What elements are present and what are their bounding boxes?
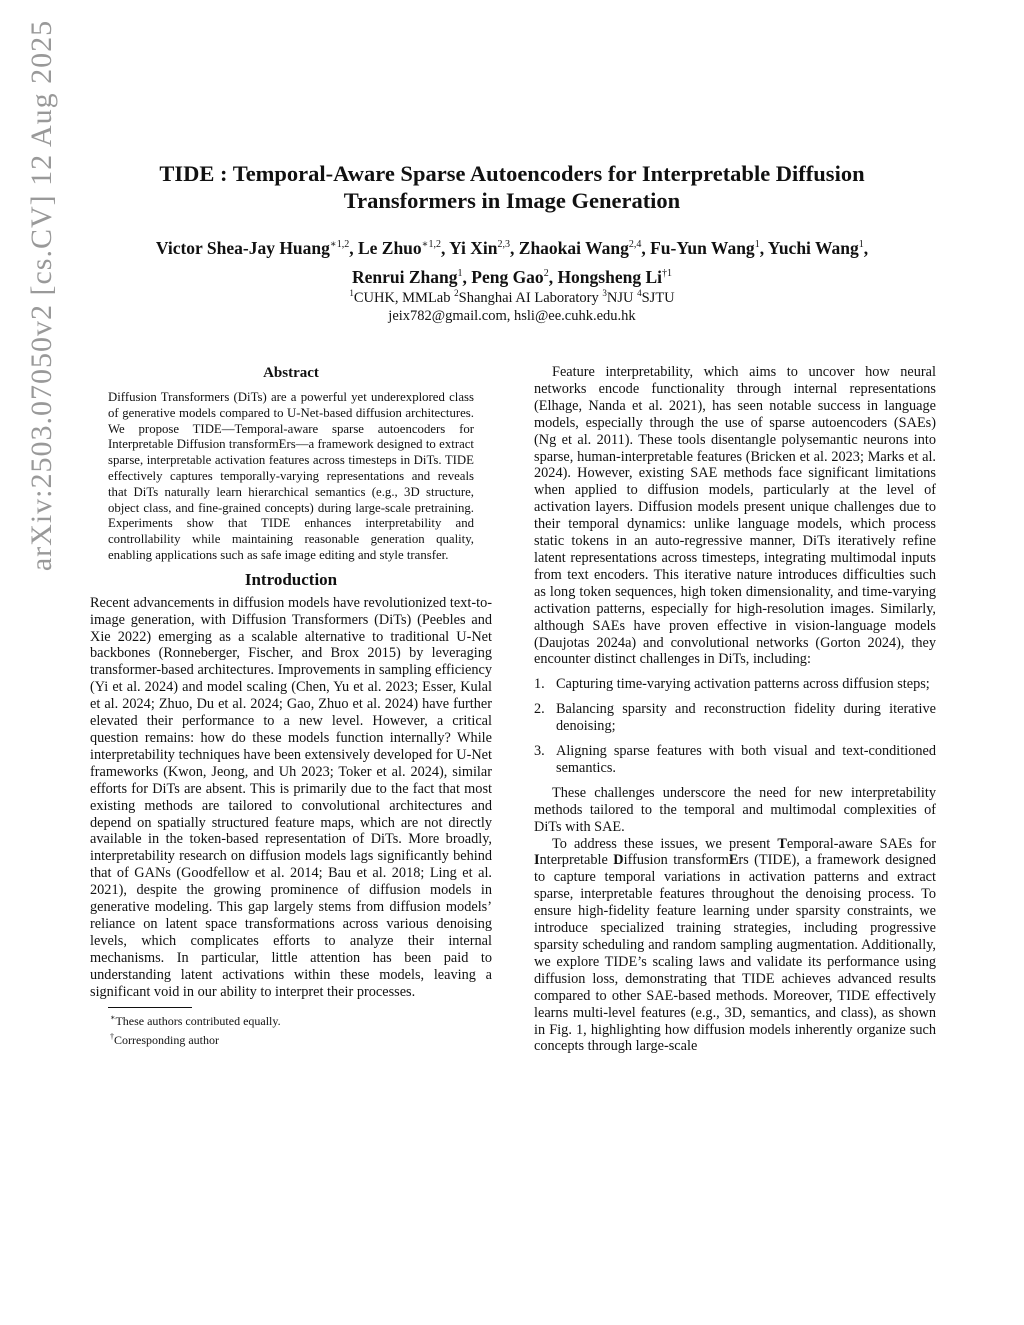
author: Zhaokai Wang$^{2,4}$, bbox=[518, 238, 651, 258]
arxiv-stamp[interactable]: arXiv:2503.07050v2 [cs.CV] 12 Aug 2025 bbox=[25, 19, 58, 572]
abstract-body: Diffusion Transformers (DiTs) are a powerful yet underexplored class of generative models compared to U-Net-based diffusion architectures. We propose TIDE—Temporal-aware sparse autoencoders for Interpretable Diffusion transformErs—a framework designed to extract sparse, interpretable activation features across timesteps in DiTs. TIDE effectively captures temporally-varying representations and reveals that DiTs naturally learn hierarchical semantics (e.g., 3D structure, object class, and fine-grained concepts) during large-scale pretraining. Experiments show that TIDE enhances interpretability and controllability while maintaining reasonable generation quality, enabling applications such as safe image editing and style transfer. bbox=[108, 390, 474, 562]
footnote-corresponding-author: †Corresponding author bbox=[110, 1031, 219, 1047]
author: Peng Gao$^2$, bbox=[471, 267, 558, 287]
author: Yuchi Wang$^1$, bbox=[767, 238, 869, 258]
abstract-heading: Abstract bbox=[263, 365, 319, 381]
list-item: 3. Aligning sparse features with both visual and text-conditioned semantics. bbox=[534, 743, 936, 776]
list-item: 1. Capturing time-varying activation patterns across diffusion steps; bbox=[534, 676, 930, 693]
author-emails[interactable]: jeix782@gmail.com, hsli@ee.cuhk.edu.hk bbox=[388, 308, 636, 324]
body-paragraph: To address these issues, we present Temporal-aware SAEs for Interpretable Diffusion transformErs (TIDE), a framework designed to capture temporal variations in activation patterns and extract sparse, interpretable features throughout the denoising process. To ensure high-fidelity feature learning under sparsity constraints, we introduce specialized training strategies, including progressive sparsity scheduling and random sampling augmentation. Additionally, we explore TIDE’s scaling laws and validate its performance using diffusion loss, demonstrating that TIDE achieves advanced results compared to other SAE-based methods. Moreover, TIDE effectively learns multi-level features (e.g., 3D, semantics, and class), as shown in Fig. 1, highlighting how diffusion models inherently organize such concepts through large-scale bbox=[534, 835, 937, 1055]
left-column bbox=[90, 364, 492, 1048]
affiliations bbox=[100, 284, 924, 325]
body-paragraph: These challenges underscore the need for new interpretability methods tailored to the temporal and multimodal complexities of DiTs with SAE. bbox=[534, 784, 936, 835]
author: Le Zhuo$^{∗1,2}$, bbox=[357, 238, 450, 258]
author: Renrui Zhang$^1$, bbox=[351, 267, 472, 287]
body-paragraph: Feature interpretability, which aims to uncover how neural networks encode functionality through internal representations (Elhage, Nanda et al. 2021), has seen notable success in language models, especially through the use of sparse autoencoders (SAEs) (Ng et al. 2011). These tools disentangle polysemantic neurons into sparse, human-interpretable features (Bricken et al. 2023; Marks et al. 2024). However, existing SAE methods face significant limitations when applied to diffusion models, particularly at the level of activation layers. Diffusion models present unique challenges due to their temporal dynamics: unlike language models, which process static tokens in an auto-regressive manner, DiTs iteratively refine latent representations across timesteps, integrating multimodal inputs from text encoders. This iterative nature introduces difficulties such as long token sequences, high token dimensionality, and time-varying activation patterns, especially for high-resolution images. Similarly, although SAEs have proven effective in vision-language models (Daujotas 2024a) and convolutional networks (Gorton 2024), they encounter distinct challenges in DiTs, including: bbox=[534, 364, 936, 668]
introduction-heading: Introduction bbox=[244, 569, 338, 589]
author: Victor Shea-Jay Huang$^{∗1,2}$, bbox=[155, 238, 358, 258]
right-column bbox=[534, 364, 936, 1055]
challenges-list bbox=[534, 676, 936, 777]
paper-title: TIDE : Temporal-Aware Sparse Autoencoders for Interpretable Diffusion Transformers in Image Generation bbox=[159, 161, 865, 213]
affiliation-line: $^1$CUHK, MMLab $^2$Shanghai AI Laboratory $^3$NJU $^4$SJTU bbox=[349, 288, 675, 306]
author: Hongsheng Li$^{\dagger 1}$ bbox=[557, 267, 672, 287]
author: Fu-Yun Wang$^1$, bbox=[650, 238, 768, 258]
footnote-rule bbox=[108, 1007, 192, 1008]
author: Yi Xin$^{2,3}$, bbox=[449, 238, 519, 258]
list-item: 2. Balancing sparsity and reconstruction fidelity during iterative denoising; bbox=[534, 701, 936, 735]
author-list bbox=[90, 232, 934, 290]
footnote-equal-contribution: ∗These authors contributed equally. bbox=[110, 1012, 281, 1028]
intro-paragraph: Recent advancements in diffusion models have revolutionized text-to-image generation, with Diffusion Transformers (DiTs) (Peebles and Xie 2022) emerging as a scalable alternative to traditional U-Net backbones (Ronneberger, Fischer, and Brox 2015) by leveraging transformer-based architectures. Improvements in sampling efficiency (Yi et al. 2024) and model scaling (Chen, Yu et al. 2023; Esser, Kulal et al. 2024; Zhuo, Du et al. 2024; Gao, Zhuo et al. 2024) have further elevated their performance to a new level. However, a critical question remains: how do these models function internally? While interpretability techniques have been extensively developed for U-Net frameworks (Kwon, Jeong, and Uh 2023; Toker et al. 2024), similar efforts for DiTs are absent. This is primarily due to the fact that most existing methods are tailored to convolutional architectures and depend on spatially structured feature maps, which are not directly available in the token-based representation of DiTs. More broadly, interpretability research on diffusion models lags significantly behind that of GANs (Goodfellow et al. 2014; Bau et al. 2018; Ling et al. 2021), despite the growing prominence of diffusion models in generative modeling. This gap largely stems from diffusion models’ reliance on latent space transformations across various denoising levels, which complicates efforts to analyze their internal mechanisms. In particular, little attention has been paid to understanding latent activations within these models, leaving a significant void in our ability to interpret their processes. bbox=[90, 594, 492, 1000]
